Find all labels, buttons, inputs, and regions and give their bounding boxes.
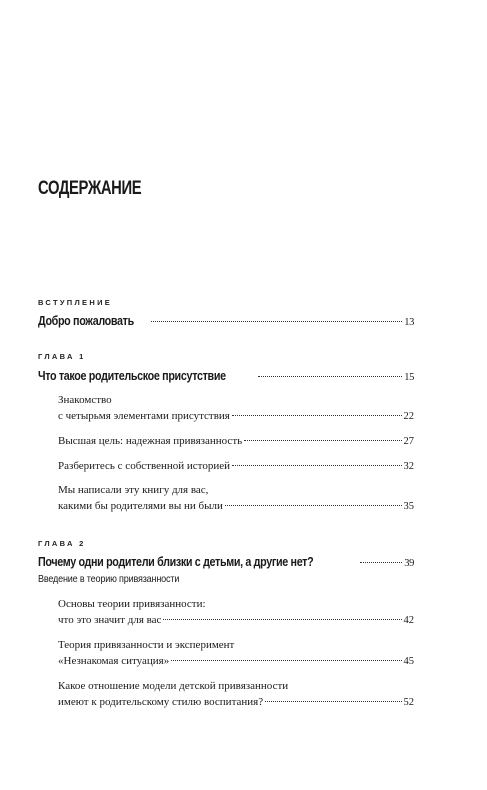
toc-entry-chapter2[interactable] [38,555,414,569]
entry-title: с четырьмя элементами присутствия [58,410,230,422]
toc-entry-section[interactable] [58,460,414,472]
dot-leader [171,660,401,661]
section-line1: Теория привязанности и эксперимент [58,639,235,651]
page-number: 52 [403,697,414,708]
page-number: 32 [403,461,414,472]
toc-entry-section[interactable] [58,410,414,422]
section-line1: Мы написали эту книгу для вас, [58,484,209,496]
entry-title: Почему одни родители близки с детьми, а другие нет? [38,555,314,569]
entry-title: «Незнакомая ситуация» [58,655,170,667]
page-number: 42 [403,615,414,626]
chapter-subtitle: Введение в теорию привязанности [38,573,180,585]
page-number: 22 [403,411,414,422]
page-number: 45 [403,656,414,667]
toc-entry-section[interactable] [58,655,414,667]
dot-leader [163,619,401,620]
toc-entry-section[interactable] [58,696,414,708]
dot-leader [232,415,402,416]
toc-entry-chapter1[interactable] [38,369,414,383]
entry-title: Добро пожаловать [38,314,134,328]
dot-leader [225,505,402,506]
entry-title: имеют к родительскому стилю воспитания? [58,696,264,708]
page-number: 15 [404,372,414,383]
section-line1: Какое отношение модели детской привязанности [58,680,289,692]
dot-leader [151,321,402,322]
dot-leader [265,701,401,702]
entry-title: какими бы родителями вы ни были [58,500,223,512]
dot-leader [360,562,402,563]
section-line1: Основы теории привязанности: [58,598,206,610]
entry-title: Высшая цель: надежная привязанность [58,435,243,447]
entry-title: Разберитесь с собственной историей [58,460,230,472]
entry-title: что это значит для вас [58,614,162,626]
section-label-intro: ВСТУПЛЕНИЕ [38,298,113,307]
toc-entry-section[interactable] [58,614,414,626]
page-number: 35 [403,501,414,512]
toc-title: СОДЕРЖАНИЕ [38,178,142,199]
chapter-label-2: ГЛАВА 2 [38,539,86,548]
chapter-label-1: ГЛАВА 1 [38,352,86,361]
page-number: 27 [403,436,414,447]
dot-leader [258,376,402,377]
toc-entry-intro[interactable] [38,314,414,328]
dot-leader [232,465,402,466]
entry-title: Что такое родительское присутствие [38,369,226,383]
page-number: 39 [404,558,414,569]
toc-entry-section[interactable] [58,500,414,512]
section-line1: Знакомство [58,394,112,406]
toc-entry-section[interactable] [58,435,414,447]
page-number: 13 [404,317,414,328]
dot-leader [244,440,401,441]
